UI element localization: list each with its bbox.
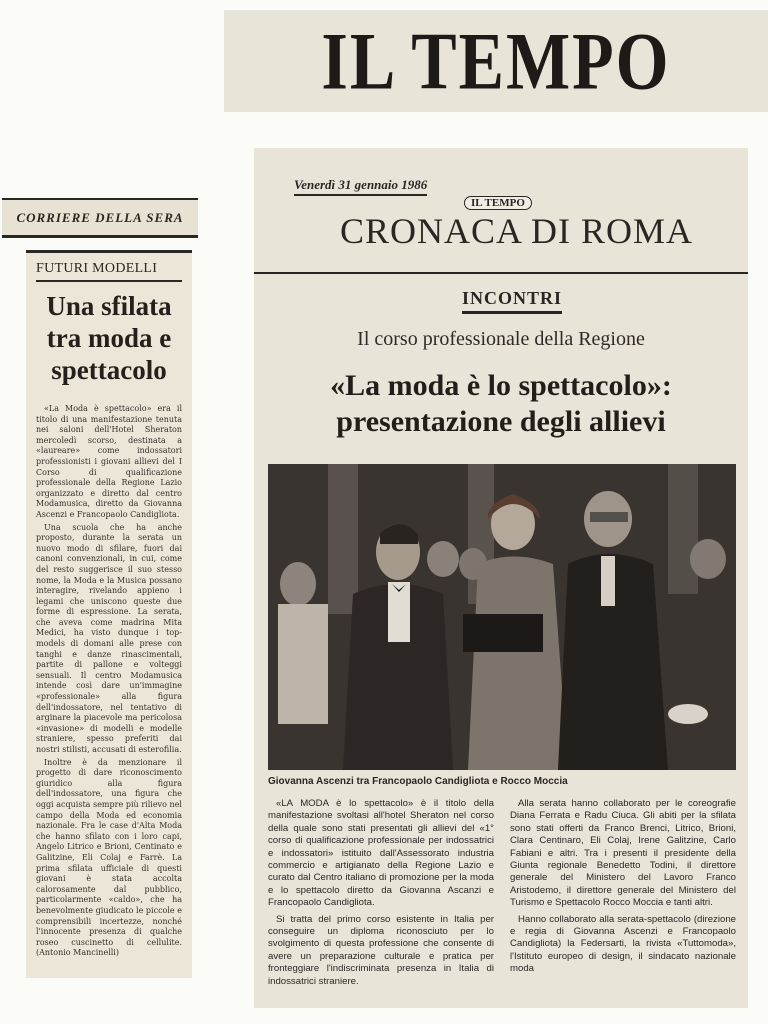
dateline-block	[294, 174, 427, 193]
article-paragraph: «LA MODA è lo spettacolo» è il titolo della manifestazione svoltasi all'hotel Sheraton nel corso della quale sono stati presentati gli allievi del «1° corso di qualificazione professionale per indossatrici e indossatori» istituito dall'Assessorato industria commercio e artigianato della Regione Lazio e curato dal Centro italiano di promozione per la moda e lo spettacolo diretto da Giovanna Ascanzi e Francopaolo Candigliota.	[268, 798, 494, 909]
article-headline: «La moda è lo spettacolo»: presentazione degli allievi	[330, 369, 672, 438]
event-photo	[268, 464, 736, 770]
section-title: CRONACA DI ROMA	[340, 211, 694, 251]
article-body	[268, 798, 736, 1008]
corriere-paragraph: «La Moda è spettacolo» era il titolo di una manifestazione tenuta nei saloni dell'Hotel Sheraton mercoledì scorso, destinata a «laureare» come indossatori professionisti i giovani allievi del I Corso di qualificazione professionale della Regione Lazio organizzato e diretto dal centro Modamusica, diretto da Giovanna Ascenzi e Francopaolo Candigliota.	[36, 404, 182, 519]
masthead-title: IL TEMPO	[321, 14, 671, 107]
corriere-paper-name: CORRIERE DELLA SERA	[16, 209, 184, 225]
photo-caption: Giovanna Ascenzi tra Francopaolo Candigliota e Rocco Moccia	[268, 776, 568, 787]
corriere-paragraph: Una scuola che ha anche proposto, durante la serata un nuovo modo di sfilare, fuori dai canoni convenzionali, in cui, come del resto suggerisce il suo stesso nome, la Moda e la Musica possano interagire, rivelando appieno i legami che uniscono queste due forme di espressione. La serata, che aveva come madrina Mita Medici, ha visto dunque i top-models di domani alle prese con tanghi e danze rinascimentali, partite di pallone e volteggi sensuali. Il centro Modamusica intende così dare un'immagine «professionale» alla figura dell'indossatore, nel tentativo di arginare la piacevole ma pericolosa «invasione» di modelli e modelle straniere, spesso preferiti dai nostri stilisti, accusati di esterofilia.	[36, 522, 182, 754]
il-tempo-masthead	[224, 10, 768, 112]
article-paragraph: Si tratta del primo corso esistente in Italia per conseguire un diploma riconosciuto per lo svolgimento di questa professione che consente di avere un preparazione culturale e pratica per fronteggiare l'indiscriminata presenza in Italia di indossatrici straniere.	[268, 913, 494, 987]
section-divider	[254, 272, 748, 274]
article-paragraph: Alla serata hanno collaborato per le coreografie Diana Ferrata e Radu Ciuca. Gli abiti per la sfilata sono stati offerti da Franco Brenci, Litrico, Brioni, Clara Centinaro, Eli Colaj, Irene Galitzine, Carlo Fabiani e altri. Tra i presenti il presidente della Giunta regionale Benedetto Todini, il direttore generale del Ministero del Lavoro Franco Aristodemo, il direttore generale del Ministero del Turismo e Spettacolo Rocco Moccia e tanti altri.	[510, 798, 736, 909]
tempo-small-logo: IL TEMPO	[464, 196, 532, 210]
corriere-headline: Una sfilata tra moda e spettacolo	[46, 291, 172, 385]
article-column-2	[510, 798, 736, 1008]
corriere-masthead-strip	[2, 198, 198, 238]
corriere-paragraph: Inoltre è da menzionare il progetto di dare riconoscimento giuridico alla figura dell'indossatore, una figura che oggi acquista sempre più rilievo nel campo della Moda ed economia nazionale. Fra le case d'Alta Moda che hanno sfilato con i loro capi, Angelo Litrico e Brioni, Centinato e Galitzine, Eli Colaj e Farrè. La prima sfilata ufficiale di questi giovani è stata accolta calorosamente dal pubblico, particolarmente «caldo», che ha benevolmente giudicato le piccole e comprensibili incertezze, nonché l'innocente presenza di qualche roseo cuscinetto di cellulite. (Antonio Mancinelli)	[36, 757, 182, 958]
article-subtitle: Il corso professionale della Regione	[357, 328, 645, 350]
tempo-article	[254, 148, 748, 1008]
article-column-1	[268, 798, 494, 1008]
corriere-article	[26, 250, 192, 978]
article-paragraph: Hanno collaborato alla serata-spettacolo (direzione e regia di Giovanna Ascenzi e Francopaolo Candigliota) la Federsarti, la rivista «Tuttomoda», l'Istituto europeo di design, il sindacato nazionale moda	[510, 913, 736, 975]
dateline: Venerdì 31 gennaio 1986	[294, 177, 427, 196]
corriere-kicker: FUTURI MODELLI	[36, 261, 182, 282]
rubric-label: INCONTRI	[462, 288, 562, 314]
event-photo-illustration	[268, 464, 736, 770]
